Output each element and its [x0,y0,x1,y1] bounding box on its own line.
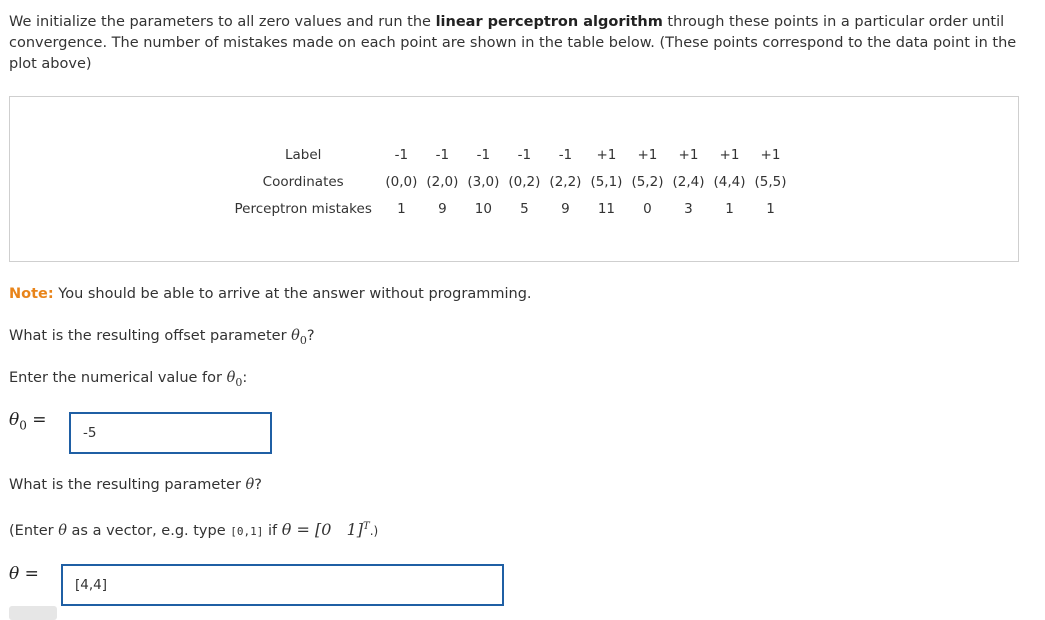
table-cell: (3,0) [467,173,500,190]
transpose-superscript: T [363,521,370,533]
theta0-answer-value: -5 [83,425,97,441]
theta0-equation-label [9,410,47,432]
table-cell: (5,5) [754,173,787,190]
row-header-mistakes: Perceptron mistakes [234,200,372,217]
submit-button-partial[interactable] [9,606,57,620]
table-cell: -1 [394,146,409,163]
hint-math-vector: θ = [0 1] [281,520,364,539]
theta-subscript: 0 [19,418,27,433]
table-cell: 5 [520,200,529,217]
theta-symbol: θ [226,370,236,386]
question-theta-prefix: What is the resulting parameter [9,477,246,493]
hint-code-example: [0,1] [230,525,264,538]
table-cell: 1 [725,200,734,217]
table-cell: 11 [597,200,616,217]
perceptron-table [230,141,791,222]
intro-text-after: through these points in a particular order until convergence. The number of mistakes made on each point are shown in the table below. (These points correspond to the data point in the plot above) [9,14,1017,72]
problem-intro [9,12,1019,75]
table-cell: -1 [517,146,532,163]
table-cell: (2,4) [672,173,705,190]
theta0-answer-input[interactable] [69,412,272,454]
table-cell: -1 [558,146,573,163]
hint-part-4: .) [369,524,379,538]
table-cell: +1 [637,146,658,163]
note-line [9,286,532,302]
enter-offset-suffix: : [242,370,248,386]
table-cell: 0 [643,200,652,217]
theta-symbol: θ [245,477,255,493]
table-cell: 3 [684,200,693,217]
table-cell: (0,2) [508,173,541,190]
table-cell: (5,2) [631,173,664,190]
table-cell: 10 [474,200,492,217]
note-text: You should be able to arrive at the answer without programming. [53,286,532,302]
question-offset-suffix: ? [306,328,315,344]
theta-answer-value: [4,4] [75,577,108,593]
table-row-label [230,141,791,168]
row-header-label: Label [284,146,322,163]
table-cell: (2,2) [549,173,582,190]
table-cell: +1 [760,146,781,163]
hint-part-1: (Enter [9,523,59,539]
question-theta [9,477,262,493]
question-offset-prefix: What is the resulting offset parameter [9,328,292,344]
table-row-coordinates [230,168,791,195]
row-header-coordinates: Coordinates [262,173,344,190]
enter-offset-prefix: Enter the numerical value for [9,370,227,386]
theta-symbol: θ [291,328,300,344]
theta-subscript: 0 [235,375,243,389]
question-offset [9,328,315,347]
table-cell: +1 [719,146,740,163]
theta-subscript: 0 [299,333,307,347]
table-cell: (2,0) [426,173,459,190]
hint-part-2: as a vector, e.g. type [66,523,231,539]
intro-bold-term: linear perceptron algorithm [435,14,663,30]
table-cell: (0,0) [385,173,418,190]
theta-equation-label [9,564,39,584]
equals-sign: = [26,410,47,430]
question-theta-suffix: ? [254,477,262,493]
table-cell: +1 [596,146,617,163]
note-label: Note: [9,286,54,302]
intro-text-before: We initialize the parameters to all zero values and run the [9,14,436,30]
table-cell: -1 [435,146,450,163]
equals-sign: = [19,564,39,584]
theta-symbol: θ [9,564,20,584]
enter-offset-instruction [9,370,247,389]
table-cell: (4,4) [713,173,746,190]
hint-part-3: if [263,523,282,539]
table-cell: 1 [397,200,406,217]
table-cell: (5,1) [590,173,623,190]
table-cell: 1 [766,200,775,217]
table-cell: -1 [476,146,491,163]
table-row-mistakes [230,195,791,222]
theta-symbol: θ [9,410,20,430]
table-cell: 9 [438,200,447,217]
theta-answer-input[interactable] [61,564,504,606]
theta-format-hint [9,520,378,539]
table-cell: +1 [678,146,699,163]
table-cell: 9 [561,200,570,217]
theta-symbol: θ [58,523,67,539]
data-table-panel [9,96,1019,262]
